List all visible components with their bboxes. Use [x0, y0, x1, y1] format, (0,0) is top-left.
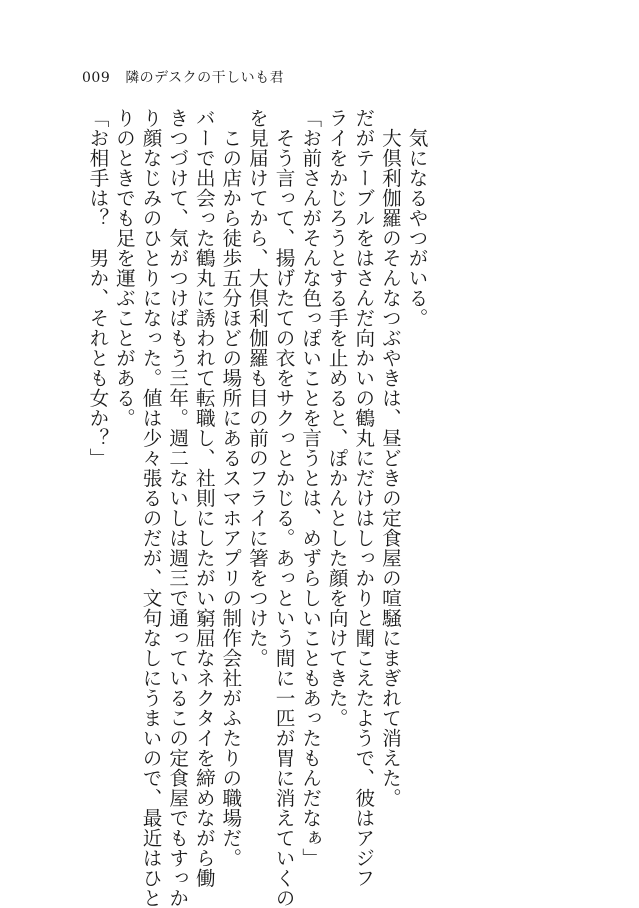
running-header — [82, 70, 284, 86]
text-line: そう言って、揚げたての衣をサクっとかじる。あっという間に一匹が胃に消えていくの — [272, 108, 296, 908]
text-line: を見届けてから、大倶利伽羅も目の前のフライに箸をつけた。 — [245, 108, 269, 668]
text-line: 「お前さんがそんな色っぽいことを言うとは、めずらしいこともあったもんだなぁ」 — [298, 108, 322, 868]
chapter-title: 隣のデスクの干しいも君 — [125, 70, 285, 86]
page-number: 009 — [82, 70, 111, 86]
text-line: バーで出会った鶴丸に誘われて転職し、社則にしたがい窮屈なネクタイを締めながら働 — [192, 108, 216, 888]
text-line: 大倶利伽羅のそんなつぶやきは、昼どきの定食屋の喧騒にまぎれて消えた。 — [378, 108, 402, 808]
text-line: きつづけて、気がつけばもう三年。週二ないしは週三で通っているこの定食屋でもすっか — [165, 108, 189, 908]
vertical-body-text — [83, 108, 429, 908]
text-line: ライをかじろうとする手を止めると、ぽかんとした顔を向けてきた。 — [325, 108, 349, 728]
text-line: 「お相手は？ 男か、それとも女か？」 — [85, 108, 109, 468]
text-line: 気になるやつがいる。 — [405, 108, 428, 328]
text-line: この店から徒歩五分ほどの場所にあるスマホアプリの制作会社がふたりの職場だ。 — [218, 108, 242, 868]
text-line: り顔なじみのひとりになった。値は少々張るのだが、文句なしにうまいので、最近はひと — [139, 108, 163, 908]
text-line: だがテーブルをはさんだ向かいの鶴丸にだけはしっかりと聞こえたようで、彼はアジフ — [351, 108, 375, 888]
text-line: りのときでも足を運ぶことがある。 — [112, 108, 136, 428]
